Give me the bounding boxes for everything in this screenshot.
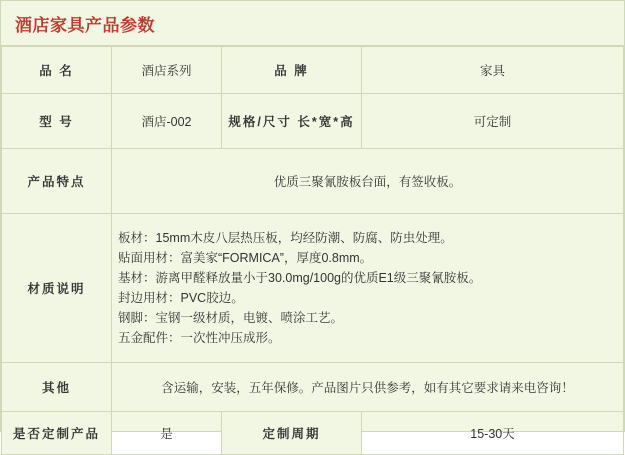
row-value-cycle: 15-30天: [362, 412, 624, 455]
sheet-title-bar: [1, 1, 624, 46]
table-row-custom: [2, 412, 624, 455]
material-line: 五金配件：一次性冲压成形。: [118, 331, 281, 345]
row-value-brand: 家具: [362, 47, 624, 94]
row-label-cycle: 定制周期: [222, 412, 362, 455]
table-row-name: [2, 47, 624, 94]
row-value-material: [112, 214, 624, 363]
spec-table: [1, 46, 624, 455]
material-line: 钢脚：宝钢一级材质，电镀、喷涂工艺。: [118, 311, 344, 325]
row-label-other: 其他: [2, 363, 112, 412]
row-value-custom: 是: [112, 412, 222, 455]
material-line: 板材：15mm木皮八层热压板，均经防潮、防腐、防虫处理。: [118, 231, 453, 245]
row-label-brand: 品 牌: [222, 47, 362, 94]
table-row-other: [2, 363, 624, 412]
row-label-material: 材质说明: [2, 214, 112, 363]
material-line: 基材：游离甲醛释放量小于30.0mg/100g的优质E1级三聚氰胺板。: [118, 271, 482, 285]
row-value-other: 含运输，安装，五年保修。产品图片只供参考，如有其它要求请来电咨询！: [112, 363, 624, 412]
row-label-feature: 产品特点: [2, 149, 112, 214]
table-row-material: [2, 214, 624, 363]
row-value-name: 酒店系列: [112, 47, 222, 94]
row-value-spec: 可定制: [362, 94, 624, 149]
page-title: 酒店家具产品参数: [15, 15, 155, 35]
row-label-model: 型 号: [2, 94, 112, 149]
row-value-model: 酒店-002: [112, 94, 222, 149]
row-value-feature: 优质三聚氰胺板台面，有签收板。: [112, 149, 624, 214]
row-label-spec: 规格/尺寸 长*宽*高: [222, 94, 362, 149]
table-row-feature: [2, 149, 624, 214]
material-line: 贴面用材：富美家“FORMICA”，厚度0.8mm。: [118, 251, 373, 265]
material-line-list: [118, 228, 617, 348]
row-label-custom: 是否定制产品: [2, 412, 112, 455]
material-line: 封边用材：PVC胶边。: [118, 291, 244, 305]
row-label-name: 品 名: [2, 47, 112, 94]
table-row-model: [2, 94, 624, 149]
